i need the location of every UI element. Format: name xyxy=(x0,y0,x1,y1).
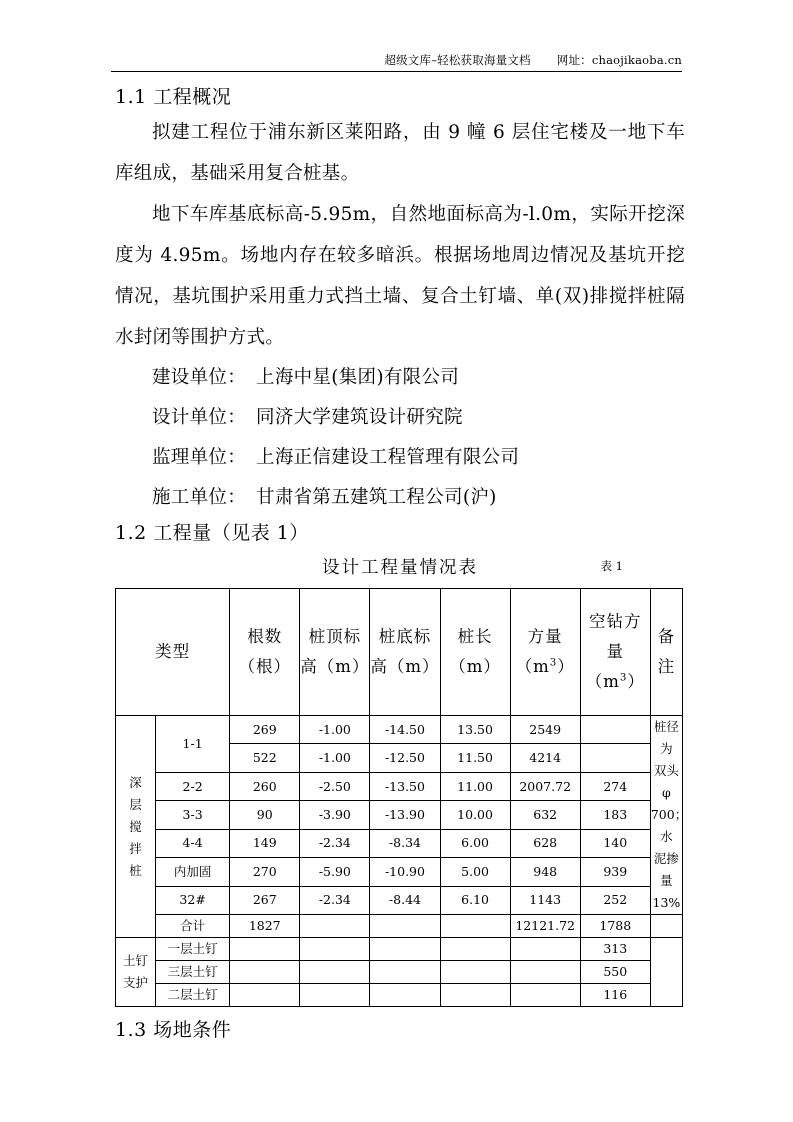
unit-label-construction: 建设单位： xyxy=(152,367,247,388)
group-label-char: 桩 xyxy=(129,862,142,878)
group-label-deep-mixing-pile xyxy=(116,716,156,938)
col-header-volume xyxy=(510,589,580,716)
unit-label-design: 设计单位： xyxy=(152,407,247,428)
col-header-length-line1: 桩长 xyxy=(457,627,493,646)
remark-line: 泥掺量 xyxy=(653,851,679,888)
remark-line: 桩径为 xyxy=(653,719,679,756)
table-row xyxy=(116,938,683,961)
cell-top-elevation xyxy=(300,915,370,938)
running-header xyxy=(111,52,682,72)
cell-empty-drill: 140 xyxy=(580,829,650,857)
volume-unit-suffix: ） xyxy=(557,657,575,676)
group-label-char: 拌 xyxy=(129,840,142,856)
table-row xyxy=(116,886,683,914)
cell-count: 267 xyxy=(230,886,300,914)
empty-unit-suffix: ） xyxy=(627,672,645,691)
cell-subtype: 1-1 xyxy=(156,716,230,773)
header-url: chaojikaoba.cn xyxy=(591,53,682,67)
cell-pile-length: 6.00 xyxy=(440,829,510,857)
table-number: 表 1 xyxy=(600,559,623,573)
group-label-char: 层 xyxy=(129,796,142,812)
cell-pile-length xyxy=(440,938,510,961)
cell-empty-drill: 183 xyxy=(580,801,650,829)
cell-volume: 2007.72 xyxy=(510,772,580,800)
cell-subtype: 内加固 xyxy=(156,858,230,886)
cell-bottom-elevation: -13.50 xyxy=(370,772,440,800)
cell-pile-length: 6.10 xyxy=(440,886,510,914)
paragraph-excavation-details: 地下车库基底标高-5.95m，自然地面标高为-l.0m，实际开挖深度为 4.95m。场地内存在较多暗浜。根据场地周边情况及基坑开挖情况，基坑围护采用重力式挡土墙、复合土钉墙、单(双)排搅拌桩隔水封闭等围护方式。 xyxy=(115,204,685,348)
volume-unit-prefix: （m xyxy=(515,657,550,676)
cell-top-elevation: -3.90 xyxy=(300,801,370,829)
unit-row-design xyxy=(115,398,685,438)
col-header-type: 类型 xyxy=(116,589,230,716)
col-header-remark: 备注 xyxy=(650,589,682,716)
table-caption-row xyxy=(115,554,685,588)
cell-volume: 1143 xyxy=(510,886,580,914)
cell-remark-deep-mixing xyxy=(650,716,688,915)
col-header-top-elev-line2: 高（m） xyxy=(300,657,370,676)
cell-subtype: 3-3 xyxy=(156,801,230,829)
cell-top-elevation xyxy=(300,984,370,1007)
section-heading-1-2: 1.2 工程量（见表 1） xyxy=(115,522,309,544)
cell-volume xyxy=(510,984,580,1007)
col-header-top-elevation xyxy=(300,589,370,716)
table-spacer xyxy=(115,1007,685,1015)
cell-count: 149 xyxy=(230,829,300,857)
cell-empty-drill: 274 xyxy=(580,772,650,800)
cell-top-elevation: -5.90 xyxy=(300,858,370,886)
cell-remark-soil-nail xyxy=(650,938,682,1007)
table-header-row xyxy=(116,589,683,716)
cell-volume: 628 xyxy=(510,829,580,857)
cell-top-elevation: -1.00 xyxy=(300,744,370,772)
cell-count: 90 xyxy=(230,801,300,829)
cell-pile-length: 11.50 xyxy=(440,744,510,772)
table-row-total xyxy=(116,915,683,938)
cell-volume: 2549 xyxy=(510,716,580,744)
cell-bottom-elevation xyxy=(370,961,440,984)
remark-line: 双头φ xyxy=(653,763,679,800)
section-heading-1-3: 1.3 场地条件 xyxy=(115,1019,232,1041)
cell-top-elevation: -1.00 xyxy=(300,716,370,744)
col-header-volume-line1: 方量 xyxy=(527,627,563,646)
cell-top-elevation: -2.34 xyxy=(300,829,370,857)
col-header-empty-line3 xyxy=(581,667,650,697)
cell-count: 270 xyxy=(230,858,300,886)
cell-count: 522 xyxy=(230,744,300,772)
table-row xyxy=(116,772,683,800)
cell-bottom-elevation xyxy=(370,938,440,961)
cell-pile-length: 5.00 xyxy=(440,858,510,886)
col-header-count-line1: 根数 xyxy=(247,627,283,646)
cell-pile-length xyxy=(440,915,510,938)
cell-bottom-elevation: -13.90 xyxy=(370,801,440,829)
table-row xyxy=(116,858,683,886)
header-site-title: 超级文库–轻松获取海量文档 xyxy=(384,53,531,67)
document-body xyxy=(115,82,688,1045)
cell-count xyxy=(230,938,300,961)
cell-count: 260 xyxy=(230,772,300,800)
section-heading-1-1: 1.1 工程概况 xyxy=(115,86,232,108)
cell-empty-drill xyxy=(580,744,650,772)
cell-volume-total: 12121.72 xyxy=(510,915,580,938)
unit-value-supervision: 上海正信建设工程管理有限公司 xyxy=(256,447,520,468)
unit-row-contractor xyxy=(115,478,685,518)
cell-pile-length: 13.50 xyxy=(440,716,510,744)
cell-bottom-elevation: -10.90 xyxy=(370,858,440,886)
col-header-empty-drill-volume xyxy=(580,589,650,716)
col-header-volume-line2 xyxy=(511,652,580,682)
cell-count xyxy=(230,961,300,984)
cell-empty-drill-total: 1788 xyxy=(580,915,650,938)
group-label-char: 搅 xyxy=(129,818,142,834)
cell-bottom-elevation: -8.34 xyxy=(370,829,440,857)
cell-subtype: 2-2 xyxy=(156,772,230,800)
cell-empty-drill xyxy=(580,716,650,744)
remark-line: 13% xyxy=(652,895,681,910)
cell-volume xyxy=(510,961,580,984)
table-row xyxy=(116,961,683,984)
empty-unit-prefix: （m xyxy=(585,672,620,691)
table-row xyxy=(116,716,683,744)
header-url-label: 网址： xyxy=(556,53,592,67)
table-row xyxy=(116,829,683,857)
group2-label-line: 支护 xyxy=(123,975,149,990)
cell-top-elevation: -2.34 xyxy=(300,886,370,914)
col-header-bottom-elevation xyxy=(370,589,440,716)
cell-bottom-elevation xyxy=(370,984,440,1007)
col-header-empty-line2: 量 xyxy=(606,642,625,661)
cell-top-elevation xyxy=(300,961,370,984)
cell-count-total: 1827 xyxy=(230,915,300,938)
cell-empty-drill: 939 xyxy=(580,858,650,886)
unit-value-contractor: 甘肃省第五建筑工程公司(沪) xyxy=(256,487,497,508)
cell-pile-length xyxy=(440,961,510,984)
unit-label-contractor: 施工单位： xyxy=(152,487,247,508)
table-body xyxy=(116,716,688,1007)
table-caption: 设计工程量情况表 xyxy=(322,558,478,578)
empty-unit-exponent: 3 xyxy=(619,672,628,684)
cell-subtype: 32# xyxy=(156,886,230,914)
unit-row-supervision xyxy=(115,438,685,478)
table-row xyxy=(116,984,683,1007)
cell-pile-length: 11.00 xyxy=(440,772,510,800)
cell-empty-drill: 116 xyxy=(580,984,650,1007)
col-header-empty-line1: 空钻方 xyxy=(589,612,642,631)
col-header-count-line2: （根） xyxy=(238,657,291,676)
cell-subtype: 一层土钉 xyxy=(156,938,230,961)
cell-bottom-elevation: -8.44 xyxy=(370,886,440,914)
col-header-count xyxy=(230,589,300,716)
group2-label-line: 土钉 xyxy=(123,953,149,968)
group-label-soil-nail-support xyxy=(116,938,156,1007)
cell-top-elevation: -2.50 xyxy=(300,772,370,800)
volume-unit-exponent: 3 xyxy=(549,657,558,669)
paragraph-project-overview: 拟建工程位于浦东新区莱阳路，由 9 幢 6 层住宅楼及一地下车库组成，基础采用复合桩基。 xyxy=(115,122,685,184)
cell-subtype-total: 合计 xyxy=(156,915,230,938)
unit-label-supervision: 监理单位： xyxy=(152,447,247,468)
cell-remark-total xyxy=(650,915,682,938)
unit-row-construction xyxy=(115,358,685,398)
cell-count xyxy=(230,984,300,1007)
table-row xyxy=(116,801,683,829)
cell-top-elevation xyxy=(300,938,370,961)
cell-volume xyxy=(510,938,580,961)
unit-value-construction: 上海中星(集团)有限公司 xyxy=(256,367,460,388)
cell-volume: 4214 xyxy=(510,744,580,772)
col-header-top-elev-line1: 桩顶标 xyxy=(308,627,362,646)
col-header-bottom-elev-line1: 桩底标 xyxy=(378,627,432,646)
cell-empty-drill: 550 xyxy=(580,961,650,984)
col-header-length-line2: （m） xyxy=(449,657,501,676)
group-label-char: 深 xyxy=(129,774,142,790)
cell-subtype: 二层土钉 xyxy=(156,984,230,1007)
cell-count: 269 xyxy=(230,716,300,744)
cell-subtype: 4-4 xyxy=(156,829,230,857)
remark-line: 700；水 xyxy=(650,807,688,844)
cell-subtype: 三层土钉 xyxy=(156,961,230,984)
cell-pile-length: 10.00 xyxy=(440,801,510,829)
unit-value-design: 同济大学建筑设计研究院 xyxy=(256,407,463,428)
cell-bottom-elevation: -12.50 xyxy=(370,744,440,772)
cell-pile-length xyxy=(440,984,510,1007)
cell-bottom-elevation: -14.50 xyxy=(370,716,440,744)
cell-bottom-elevation xyxy=(370,915,440,938)
cell-volume: 948 xyxy=(510,858,580,886)
col-header-pile-length xyxy=(440,589,510,716)
cell-empty-drill: 313 xyxy=(580,938,650,961)
table-header xyxy=(116,589,683,716)
quantity-table xyxy=(115,588,688,1007)
cell-empty-drill: 252 xyxy=(580,886,650,914)
cell-volume: 632 xyxy=(510,801,580,829)
col-header-bottom-elev-line2: 高（m） xyxy=(370,657,440,676)
